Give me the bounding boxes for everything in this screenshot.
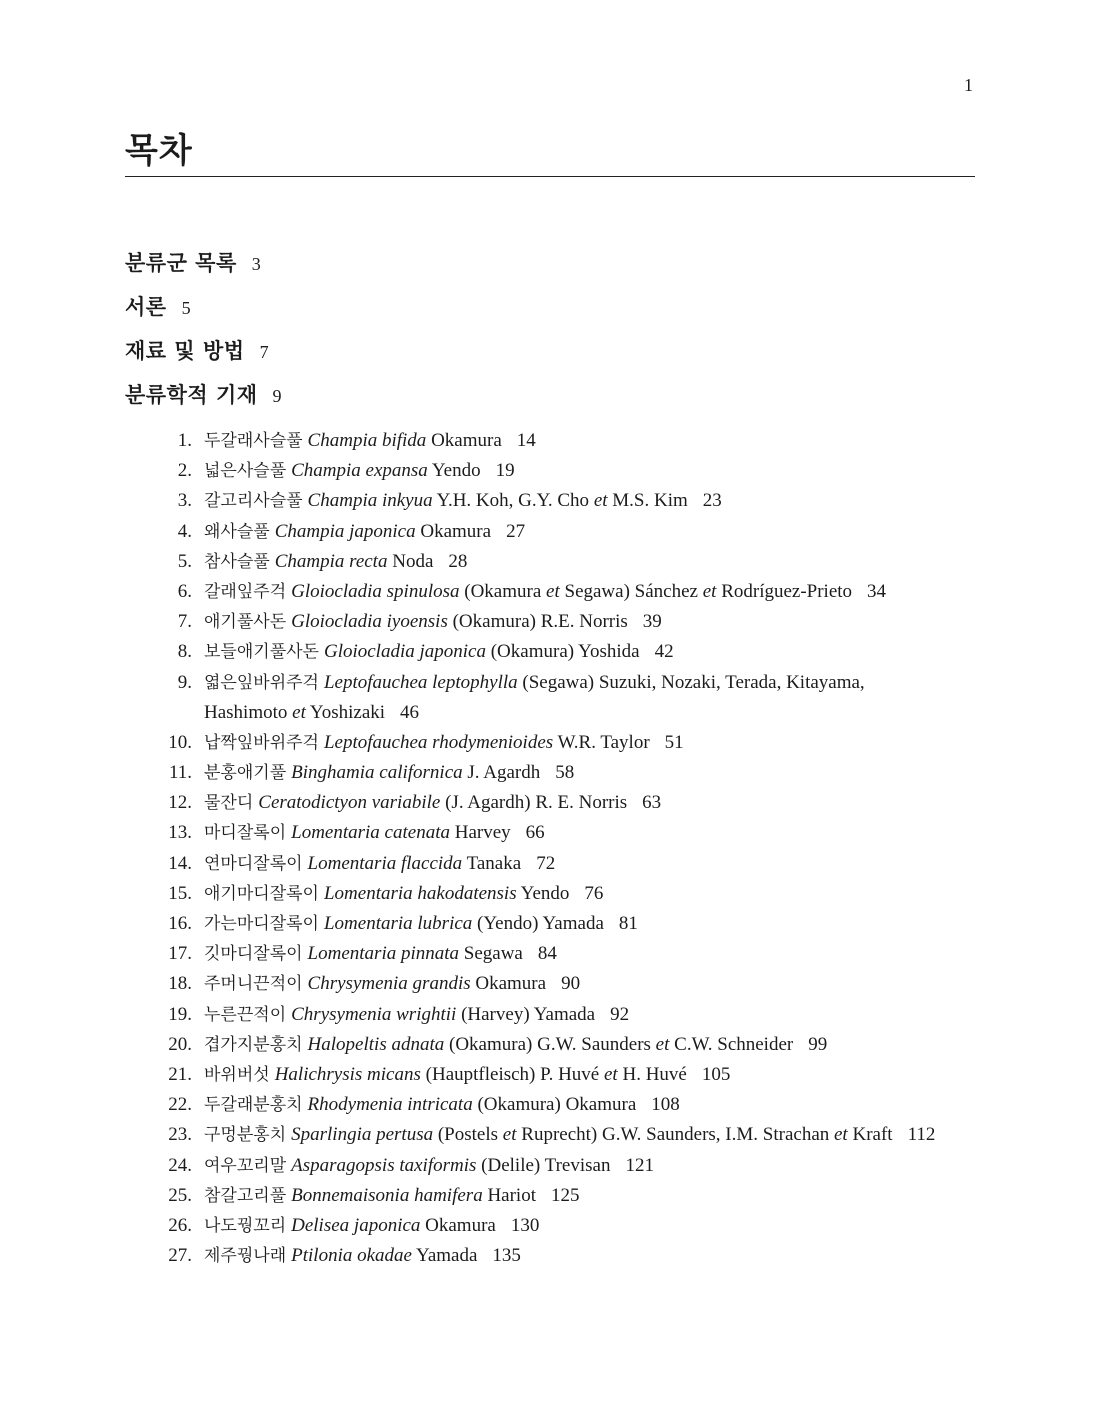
italic-text: et: [502, 1124, 517, 1146]
italic-text: Leptofauchea rhodymenioides: [323, 731, 554, 753]
toc-entry: [150, 1120, 1050, 1150]
italic-text: Delisea japonica: [291, 1214, 421, 1236]
italic-text: et: [292, 701, 306, 723]
italic-text: et: [834, 1124, 848, 1146]
entry-text: [204, 1151, 1050, 1181]
italic-text: Ceratodictyon variabile: [258, 792, 441, 814]
author-text: Hashimoto: [204, 701, 293, 723]
section-title: 분류군 목록: [125, 250, 237, 275]
entry-text: [204, 607, 1050, 637]
entry-page-number: 90: [561, 973, 581, 995]
toc-entry: [150, 668, 1050, 728]
entry-number: 13.: [168, 822, 192, 844]
entry-number: 2.: [177, 460, 192, 482]
entry-text: [204, 1181, 1050, 1211]
section-page-number: 3: [251, 254, 261, 274]
entry-line: [204, 1000, 1050, 1030]
toc-entry: [150, 1000, 1050, 1030]
korean-name: 여우꼬리말: [204, 1155, 287, 1176]
entry-text: [204, 1211, 1050, 1241]
author-text: Yoshizaki: [305, 701, 386, 723]
entry-number: 7.: [177, 611, 192, 633]
italic-text: Champia inkyua: [307, 490, 433, 512]
entry-text: [204, 577, 1050, 607]
author-text: Tanaka: [462, 852, 522, 874]
korean-name: 연마디잘록이: [204, 853, 303, 874]
entry-number: 16.: [168, 913, 192, 934]
title-underline-divider: [125, 176, 975, 177]
korean-name: 두갈래분홍치: [204, 1095, 303, 1116]
entry-number: 19.: [168, 1003, 192, 1025]
korean-name: 엷은잎바위주걱: [204, 672, 319, 693]
author-text: C.W. Schneider: [669, 1033, 794, 1055]
entry-page-number: 34: [867, 580, 887, 602]
entry-line: [204, 456, 1050, 486]
entry-text: [204, 728, 1050, 758]
korean-name: 갈고리사슬풀: [204, 491, 303, 512]
entry-text: [204, 818, 1050, 848]
entry-number: 12.: [168, 792, 192, 814]
entry-text: [204, 879, 1050, 909]
italic-text: Sparlingia pertusa: [291, 1124, 434, 1146]
entry-page-number: 130: [510, 1214, 540, 1236]
author-text: Segawa: [459, 943, 523, 965]
italic-text: Leptofauchea leptophylla: [323, 671, 518, 693]
entry-line: [204, 939, 1050, 969]
toc-entry: [150, 758, 1050, 788]
korean-name: 겹가지분홍치: [204, 1034, 303, 1055]
entry-line: [204, 758, 1050, 788]
author-text: (J. Agardh) R. E. Norris: [440, 792, 628, 814]
toc-entry: [150, 879, 1050, 909]
author-text: Okamura: [470, 973, 547, 995]
korean-name: 애기풀사돈: [204, 612, 287, 633]
entry-line: [204, 517, 1050, 547]
entry-number: 24.: [168, 1154, 192, 1176]
entry-page-number: 72: [536, 852, 556, 874]
entry-number: 5.: [177, 550, 192, 572]
author-text: Ruprecht) G.W. Saunders, I.M. Strachan: [516, 1124, 834, 1146]
italic-text: Bonnemaisonia hamifera: [291, 1184, 483, 1206]
entry-line: [204, 577, 1050, 607]
author-text: Okamura: [426, 430, 502, 451]
korean-name: 나도꿩꼬리: [204, 1215, 287, 1236]
entry-page-number: 19: [495, 460, 515, 482]
toc-entry: [150, 1060, 1050, 1090]
toc-entry: [150, 1181, 1050, 1211]
author-text: (Hauptfleisch) P. Huvé: [420, 1063, 604, 1085]
italic-text: et: [593, 490, 608, 512]
italic-text: Chrysymenia wrightii: [291, 1003, 457, 1025]
entry-line: [204, 1090, 1050, 1120]
entry-text: [204, 1090, 1050, 1120]
italic-text: Lomentaria lubrica: [323, 913, 473, 934]
author-text: Harvey: [449, 822, 511, 844]
author-text: (Okamura) Okamura: [472, 1094, 637, 1116]
page-title: 목차: [125, 131, 193, 171]
entry-page-number: 112: [907, 1124, 936, 1146]
italic-text: Lomentaria flaccida: [307, 852, 463, 874]
section-page-number: 9: [272, 386, 282, 406]
entry-text: [204, 1000, 1050, 1030]
entry-number: 26.: [168, 1214, 192, 1236]
entry-page-number: 125: [551, 1184, 580, 1206]
korean-name: 넓은사슬풀: [204, 461, 287, 482]
entry-line: [204, 1241, 1050, 1271]
entry-number: 9.: [177, 671, 192, 693]
entry-page-number: 51: [664, 731, 684, 753]
entry-text: [204, 426, 1050, 456]
author-text: M.S. Kim: [607, 490, 688, 512]
korean-name: 제주꿩나래: [204, 1246, 287, 1267]
author-text: (Delile) Trevisan: [476, 1154, 611, 1176]
korean-name: 바위버섯: [204, 1064, 270, 1085]
entry-line: [204, 849, 1050, 879]
toc-section: [125, 373, 282, 417]
section-page-number: 7: [259, 342, 269, 362]
korean-name: 주머니끈적이: [204, 974, 303, 995]
section-title: 재료 및 방법: [125, 338, 245, 363]
italic-text: Ptilonia okadae: [291, 1245, 412, 1267]
page-number: 1: [964, 75, 973, 95]
italic-text: Champia bifida: [307, 430, 427, 451]
toc-entry: [150, 818, 1050, 848]
korean-name: 참사슬풀: [204, 551, 270, 572]
author-text: (Okamura) Yoshida: [485, 641, 640, 663]
entry-number: 8.: [177, 641, 192, 663]
author-text: (Okamura: [459, 580, 547, 602]
italic-text: Gloiocladia japonica: [323, 641, 486, 663]
author-text: (Postels: [433, 1124, 503, 1146]
entry-line: [204, 607, 1050, 637]
toc-entry: [150, 517, 1050, 547]
entry-text: [204, 1241, 1050, 1271]
entry-page-number: 58: [555, 762, 575, 784]
toc-section: [125, 285, 282, 329]
entry-page-number: 135: [492, 1245, 521, 1267]
entry-line: [204, 728, 1050, 758]
entry-text: [204, 547, 1050, 577]
author-text: J. Agardh: [462, 762, 541, 784]
toc-section: [125, 241, 282, 285]
entry-line: [204, 788, 1050, 818]
italic-text: et: [655, 1033, 670, 1055]
entry-text: [204, 909, 1050, 939]
italic-text: Rhodymenia intricata: [307, 1094, 473, 1116]
author-text: Hariot: [482, 1184, 536, 1206]
entry-number: 10.: [168, 731, 192, 753]
entry-line: [204, 668, 1050, 698]
entry-page-number: 99: [808, 1033, 828, 1055]
entry-text: [204, 486, 1050, 516]
entry-number: 21.: [168, 1063, 192, 1085]
italic-text: et: [702, 580, 717, 602]
entry-line: [204, 1151, 1050, 1181]
entry-text: [204, 456, 1050, 486]
entry-text: [204, 1120, 1050, 1150]
toc-sections: [125, 241, 282, 417]
korean-name: 참갈고리풀: [204, 1185, 287, 1206]
toc-entry: [150, 1030, 1050, 1060]
toc-entry-list: [150, 426, 1050, 1271]
entry-text: [204, 758, 1050, 788]
entry-line: [204, 637, 1050, 667]
author-text: Rodríguez-Prieto: [716, 580, 853, 602]
entry-text: [204, 788, 1050, 818]
section-page-number: 5: [181, 298, 191, 318]
entry-line: [204, 547, 1050, 577]
korean-name: 구멍분홍치: [204, 1125, 287, 1146]
author-text: H. Huvé: [617, 1063, 687, 1085]
author-text: (Segawa) Suzuki, Nozaki, Terada, Kitayama,: [517, 671, 865, 693]
entry-text: [204, 668, 1050, 728]
entry-page-number: 105: [701, 1063, 731, 1085]
italic-text: Champia japonica: [274, 520, 416, 542]
italic-text: et: [546, 580, 560, 602]
italic-text: Champia expansa: [291, 460, 428, 482]
entry-line: [204, 1211, 1050, 1241]
italic-text: Chrysymenia grandis: [307, 973, 471, 995]
entry-text: [204, 849, 1050, 879]
entry-number: 17.: [168, 943, 192, 965]
entry-text: [204, 1030, 1050, 1060]
entry-line: [204, 698, 1050, 728]
author-text: Segawa) Sánchez: [559, 580, 703, 602]
author-text: (Harvey) Yamada: [456, 1003, 596, 1025]
entry-page-number: 66: [525, 822, 545, 844]
toc-entry: [150, 1241, 1050, 1271]
entry-number: 6.: [177, 580, 192, 602]
entry-line: [204, 426, 1050, 456]
entry-page-number: 46: [400, 701, 420, 723]
author-text: Okamura: [415, 520, 492, 542]
entry-text: [204, 969, 1050, 999]
italic-text: Binghamia californica: [291, 762, 463, 784]
entry-line: [204, 909, 1050, 939]
entry-page-number: 27: [506, 520, 526, 542]
toc-entry: [150, 1211, 1050, 1241]
toc-entry: [150, 456, 1050, 486]
entry-page-number: 92: [610, 1003, 630, 1025]
korean-name: 납짝잎바위주걱: [204, 732, 319, 753]
entry-number: 27.: [168, 1245, 192, 1267]
author-text: (Okamura) G.W. Saunders: [444, 1033, 656, 1055]
italic-text: Lomentaria pinnata: [307, 943, 460, 965]
section-title: 분류학적 기재: [125, 382, 258, 407]
korean-name: 분홍애기풀: [204, 763, 287, 784]
entry-number: 22.: [168, 1094, 192, 1116]
italic-text: Halichrysis micans: [274, 1063, 421, 1085]
korean-name: 가는마디잘록이: [204, 914, 319, 934]
author-text: (Yendo) Yamada: [472, 913, 604, 934]
author-text: (Okamura) R.E. Norris: [447, 611, 628, 633]
author-text: Yendo: [427, 460, 481, 482]
entry-number: 15.: [168, 882, 192, 904]
author-text: Noda: [387, 550, 434, 572]
entry-page-number: 84: [537, 943, 557, 965]
toc-entry: [150, 728, 1050, 758]
entry-text: [204, 1060, 1050, 1090]
entry-line: [204, 1060, 1050, 1090]
toc-entry: [150, 607, 1050, 637]
entry-page-number: 42: [654, 641, 674, 663]
toc-entry: [150, 547, 1050, 577]
author-text: Y.H. Koh, G.Y. Cho: [432, 490, 594, 512]
toc-entry: [150, 577, 1050, 607]
italic-text: Gloiocladia spinulosa: [291, 580, 460, 602]
entry-number: 18.: [168, 973, 192, 995]
toc-entry: [150, 909, 1050, 939]
toc-entry: [150, 939, 1050, 969]
korean-name: 두갈래사슬풀: [204, 431, 303, 451]
entry-page-number: 76: [584, 882, 604, 904]
entry-line: [204, 1181, 1050, 1211]
section-title: 서론: [125, 294, 167, 319]
entry-line: [204, 486, 1050, 516]
entry-number: 25.: [168, 1184, 192, 1206]
entry-number: 3.: [177, 490, 192, 512]
entry-number: 11.: [168, 762, 192, 784]
korean-name: 갈래잎주걱: [204, 581, 287, 602]
toc-entry: [150, 1090, 1050, 1120]
entry-number: 4.: [177, 520, 192, 542]
italic-text: Halopeltis adnata: [307, 1033, 445, 1055]
entry-number: 14.: [168, 852, 192, 874]
korean-name: 왜사슬풀: [204, 521, 270, 542]
italic-text: Asparagopsis taxiformis: [291, 1154, 477, 1176]
korean-name: 마디잘록이: [204, 823, 287, 844]
entry-number: 20.: [168, 1033, 192, 1055]
toc-entry: [150, 849, 1050, 879]
entry-page-number: 28: [448, 550, 468, 572]
korean-name: 보들애기풀사돈: [204, 642, 319, 663]
toc-entry: [150, 637, 1050, 667]
toc-entry: [150, 426, 1050, 456]
entry-text: [204, 637, 1050, 667]
author-text: W.R. Taylor: [553, 731, 650, 753]
toc-section: [125, 329, 282, 373]
entry-text: [204, 517, 1050, 547]
entry-page-number: 39: [642, 611, 662, 633]
entry-page-number: 23: [702, 490, 722, 512]
italic-text: Lomentaria hakodatensis: [323, 882, 517, 904]
author-text: Kraft: [847, 1124, 893, 1146]
toc-entry: [150, 969, 1050, 999]
entry-number: 23.: [168, 1124, 192, 1146]
italic-text: Gloiocladia iyoensis: [291, 611, 448, 633]
entry-page-number: 14: [516, 430, 536, 451]
author-text: Yendo: [516, 882, 570, 904]
entry-line: [204, 818, 1050, 848]
toc-entry: [150, 486, 1050, 516]
korean-name: 깃마디잘록이: [204, 944, 303, 965]
author-text: Yamada: [411, 1245, 478, 1267]
entry-text: [204, 939, 1050, 969]
korean-name: 누른끈적이: [204, 1004, 287, 1025]
entry-line: [204, 1030, 1050, 1060]
entry-page-number: 121: [625, 1154, 654, 1176]
korean-name: 물잔디: [204, 793, 254, 814]
entry-page-number: 108: [651, 1094, 680, 1116]
italic-text: et: [604, 1063, 618, 1085]
entry-page-number: 81: [618, 913, 638, 934]
entry-line: [204, 1120, 1050, 1150]
entry-page-number: 63: [642, 792, 662, 814]
author-text: Okamura: [420, 1214, 496, 1236]
entry-line: [204, 879, 1050, 909]
italic-text: Lomentaria catenata: [291, 822, 450, 844]
toc-entry: [150, 788, 1050, 818]
korean-name: 애기마디잘록이: [204, 883, 319, 904]
toc-entry: [150, 1151, 1050, 1181]
entry-number: 1.: [177, 430, 192, 451]
entry-line: [204, 969, 1050, 999]
italic-text: Champia recta: [274, 550, 388, 572]
